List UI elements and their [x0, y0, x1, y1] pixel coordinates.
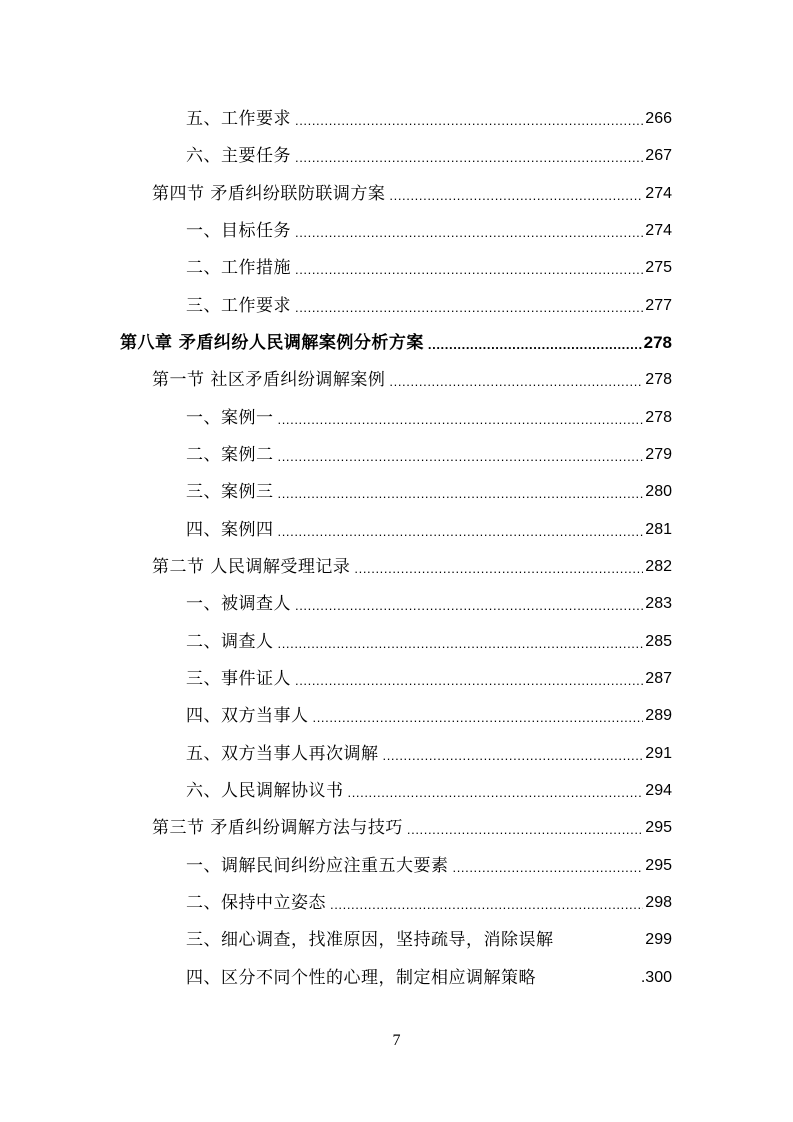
toc-entry[interactable] [186, 142, 672, 170]
toc-entry-page: 278 [643, 333, 672, 352]
toc-entry-label: 五、双方当事人再次调解 [186, 744, 379, 764]
toc-entry[interactable] [152, 553, 672, 581]
toc-entry[interactable] [186, 665, 672, 693]
toc-entry[interactable] [186, 590, 672, 618]
toc-entry[interactable] [186, 852, 672, 880]
toc-entry-label: 第三节 矛盾纠纷调解方法与技巧 [152, 818, 403, 838]
toc-entry-page: 267 [645, 147, 672, 164]
toc-entry-page: 274 [645, 185, 672, 202]
dot-leader [278, 516, 644, 544]
dot-leader [295, 665, 643, 693]
toc-entry-label: 一、案例一 [186, 408, 274, 428]
toc-entry-page: 278 [645, 409, 672, 426]
toc-entry[interactable] [186, 292, 672, 320]
toc-entry-page: 278 [645, 371, 672, 388]
toc-entry[interactable] [186, 217, 672, 245]
dot-leader [278, 478, 644, 506]
toc-entry-label: 第二节 人民调解受理记录 [152, 557, 351, 577]
toc-entry-label: 四、双方当事人 [186, 706, 309, 726]
toc-entry-label: 二、调查人 [186, 632, 274, 652]
toc-entry-page: .300 [640, 969, 672, 986]
dot-leader [295, 217, 643, 245]
dot-leader [389, 180, 643, 208]
toc-entry-label: 一、被调查人 [186, 594, 291, 614]
toc-entry-page: 279 [645, 446, 672, 463]
dot-leader [278, 628, 644, 656]
toc-chapter-entry[interactable] [120, 329, 672, 357]
toc-entry-label: 四、区分不同个性的心理，制定相应调解策略 [186, 968, 536, 988]
toc-entry-page: 275 [645, 259, 672, 276]
dot-leader [428, 329, 642, 357]
toc-entry-page: 281 [645, 521, 672, 538]
toc-entry[interactable] [152, 366, 672, 394]
toc-entry-label: 二、案例二 [186, 445, 274, 465]
toc-entry-label: 一、调解民间纠纷应注重五大要素 [186, 856, 449, 876]
dot-leader [407, 814, 643, 842]
toc-entry-page: 291 [645, 745, 672, 762]
dot-leader [295, 292, 643, 320]
toc-entry-label: 一、目标任务 [186, 221, 291, 241]
toc-entry-label: 三、案例三 [186, 482, 274, 502]
toc-entry-page: 295 [645, 819, 672, 836]
dot-leader [278, 441, 644, 469]
toc-entry[interactable] [186, 404, 672, 432]
toc-entry-page: 285 [645, 633, 672, 650]
toc-entry[interactable] [186, 889, 672, 917]
toc-entry-label: 三、工作要求 [186, 296, 291, 316]
dot-leader [295, 142, 643, 170]
dot-leader [354, 553, 643, 581]
dot-leader [295, 254, 643, 282]
dot-leader [389, 366, 643, 394]
toc-entry[interactable] [186, 702, 672, 730]
toc-entry-label: 六、人民调解协议书 [186, 781, 344, 801]
toc-entry-label: 四、案例四 [186, 520, 274, 540]
toc-entry[interactable] [186, 516, 672, 544]
dot-leader [313, 702, 644, 730]
toc-entry-page: 298 [645, 894, 672, 911]
toc-entry-page: 294 [645, 782, 672, 799]
toc-entry[interactable] [152, 814, 672, 842]
toc-entry[interactable] [186, 441, 672, 469]
dot-leader [278, 404, 644, 432]
toc-entry-label: 五、工作要求 [186, 109, 291, 129]
toc-entry-page: 295 [645, 857, 672, 874]
toc-entry[interactable] [152, 180, 672, 208]
toc-entry-label: 第一节 社区矛盾纠纷调解案例 [152, 370, 386, 390]
toc-entry-page: 282 [645, 558, 672, 575]
toc-entry[interactable] [186, 926, 672, 954]
dot-leader [295, 105, 643, 133]
dot-leader [383, 740, 644, 768]
toc-entry-label: 六、主要任务 [186, 146, 291, 166]
toc-entry[interactable] [186, 964, 672, 992]
toc-entry-label: 第四节 矛盾纠纷联防联调方案 [152, 184, 386, 204]
toc-entry-label: 第八章 矛盾纠纷人民调解案例分析方案 [120, 333, 424, 353]
dot-leader [453, 852, 644, 880]
toc-entry[interactable] [186, 254, 672, 282]
toc-entry-page: 283 [645, 595, 672, 612]
toc-entry[interactable] [186, 105, 672, 133]
toc-entry-page: 274 [645, 222, 672, 239]
dot-leader [295, 590, 643, 618]
toc-entry[interactable] [186, 777, 672, 805]
toc-entry-page: 289 [645, 707, 672, 724]
dot-leader [348, 777, 644, 805]
toc-entry-page: 280 [645, 483, 672, 500]
toc-entry-page: 277 [645, 297, 672, 314]
toc-entry[interactable] [186, 478, 672, 506]
toc-entry-page: 287 [645, 670, 672, 687]
toc-entry-label: 二、工作措施 [186, 258, 291, 278]
toc-entry-label: 二、保持中立姿态 [186, 893, 326, 913]
toc-entry[interactable] [186, 740, 672, 768]
page-number: 7 [392, 1032, 401, 1049]
dot-leader [330, 889, 643, 917]
toc-entry-page: 299 [645, 931, 672, 948]
toc-entry[interactable] [186, 628, 672, 656]
toc-entry-page: 266 [645, 110, 672, 127]
toc-entry-label: 三、事件证人 [186, 669, 291, 689]
toc-entry-label: 三、细心调查，找准原因，坚持疏导，消除误解 [186, 930, 554, 950]
